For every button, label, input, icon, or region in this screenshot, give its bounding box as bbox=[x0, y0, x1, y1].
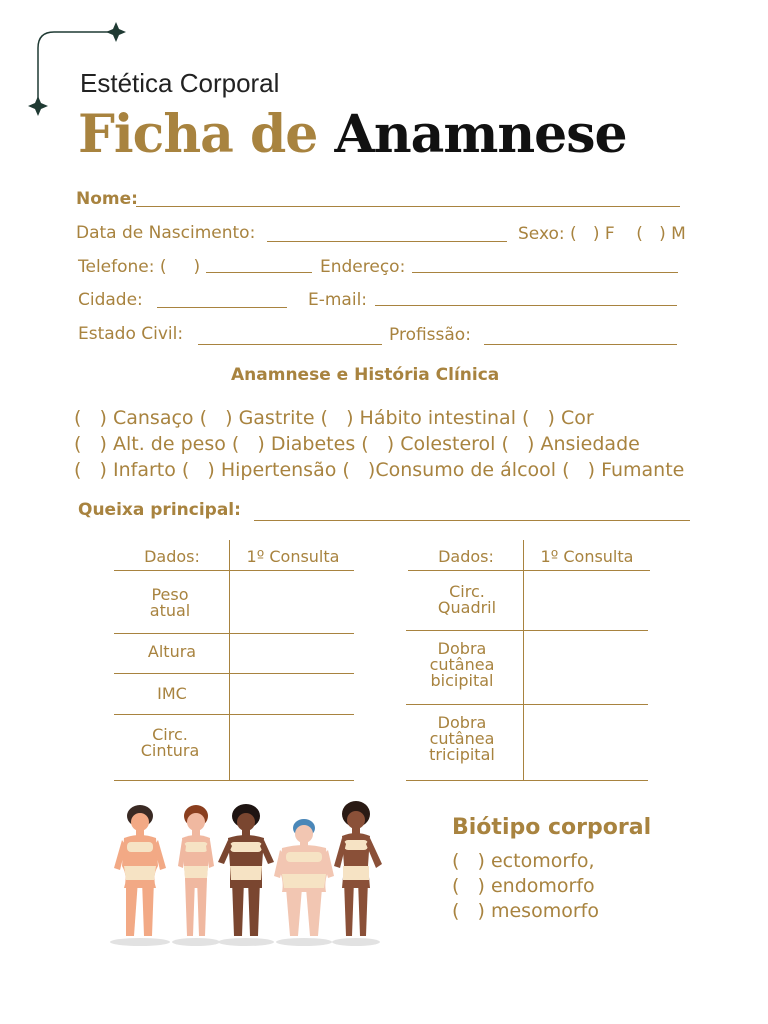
field-cidade-label: Cidade: bbox=[78, 290, 143, 310]
queixa-label: Queixa principal: bbox=[78, 500, 241, 520]
table-right-row-quadril: Circ. Quadril bbox=[437, 582, 497, 617]
field-email-label: E-mail: bbox=[308, 290, 368, 310]
table-left-col1: Dados: bbox=[144, 547, 200, 566]
figure-4 bbox=[274, 819, 334, 936]
table-right-divider bbox=[523, 540, 524, 780]
field-nome-line[interactable] bbox=[136, 206, 680, 207]
field-endereco-label: Endereço: bbox=[320, 257, 406, 277]
field-profissao-label: Profissão: bbox=[389, 325, 471, 345]
table-right-header-line bbox=[408, 570, 650, 571]
checkbox-row-2[interactable]: ( ) Alt. de peso ( ) Diabetes ( ) Colesterol ( ) Ansiedade bbox=[74, 433, 640, 455]
table-right-row-line bbox=[406, 704, 648, 705]
field-data-nascimento-line[interactable] bbox=[267, 241, 507, 242]
table-right-col1: Dados: bbox=[438, 547, 494, 566]
table-left-header-line bbox=[114, 570, 354, 571]
subtitle: Estética Corporal bbox=[80, 68, 280, 98]
table-left-row-line bbox=[114, 673, 354, 674]
figure-5 bbox=[334, 801, 382, 936]
checkbox-row-3[interactable]: ( ) Infarto ( ) Hipertensão ( )Consumo de álcool ( ) Fumante bbox=[74, 459, 685, 481]
field-telefone-line[interactable] bbox=[206, 272, 312, 273]
table-left-divider bbox=[229, 540, 230, 780]
table-right-row-bicipital: Dobra cutânea bicipital bbox=[429, 639, 495, 690]
figure-1 bbox=[114, 805, 166, 936]
table-left-row-line bbox=[114, 714, 354, 715]
field-telefone-label: Telefone: ( ) bbox=[78, 257, 201, 277]
table-left-row-line bbox=[114, 633, 354, 634]
checkbox-row-1[interactable]: ( ) Cansaço ( ) Gastrite ( ) Hábito intestinal ( ) Cor bbox=[74, 407, 594, 429]
queixa-line[interactable] bbox=[254, 520, 690, 521]
biotipo-option-ectomorfo[interactable]: ( ) ectomorfo, bbox=[452, 850, 595, 872]
title-part-1: Ficha de bbox=[78, 104, 318, 165]
table-right-col2: 1º Consulta bbox=[540, 547, 634, 566]
figure-3 bbox=[218, 804, 274, 936]
biotipo-option-mesomorfo[interactable]: ( ) mesomorfo bbox=[452, 900, 599, 922]
field-estado-civil-label: Estado Civil: bbox=[78, 324, 184, 344]
field-sexo[interactable]: Sexo: ( ) F ( ) M bbox=[518, 224, 686, 244]
table-left-row-altura: Altura bbox=[147, 642, 197, 661]
field-nome-label: Nome: bbox=[76, 189, 138, 209]
table-left-row-peso: Peso atual bbox=[149, 585, 191, 620]
field-profissao-line[interactable] bbox=[484, 344, 677, 345]
table-right-bottom-line bbox=[406, 780, 648, 781]
title-part-2: Anamnese bbox=[334, 104, 627, 165]
biotipo-option-endomorfo[interactable]: ( ) endomorfo bbox=[452, 875, 595, 897]
table-right-row-line bbox=[406, 630, 648, 631]
biotipo-heading: Biótipo corporal bbox=[452, 815, 652, 840]
table-left-row-cintura: Circ. Cintura bbox=[140, 725, 200, 760]
page-title bbox=[78, 104, 627, 165]
table-left-col2: 1º Consulta bbox=[246, 547, 340, 566]
field-cidade-line[interactable] bbox=[157, 307, 287, 308]
table-right-row-tricipital: Dobra cutânea tricipital bbox=[429, 713, 495, 764]
field-data-nascimento-label: Data de Nascimento: bbox=[76, 223, 256, 243]
table-left-row-imc: IMC bbox=[157, 684, 187, 703]
table-left-bottom-line bbox=[114, 780, 354, 781]
field-email-line[interactable] bbox=[375, 305, 677, 306]
figure-2 bbox=[178, 805, 214, 936]
field-endereco-line[interactable] bbox=[412, 272, 678, 273]
field-estado-civil-line[interactable] bbox=[198, 344, 382, 345]
anamnese-heading: Anamnese e História Clínica bbox=[231, 365, 500, 385]
women-body-types-illustration bbox=[92, 796, 404, 956]
